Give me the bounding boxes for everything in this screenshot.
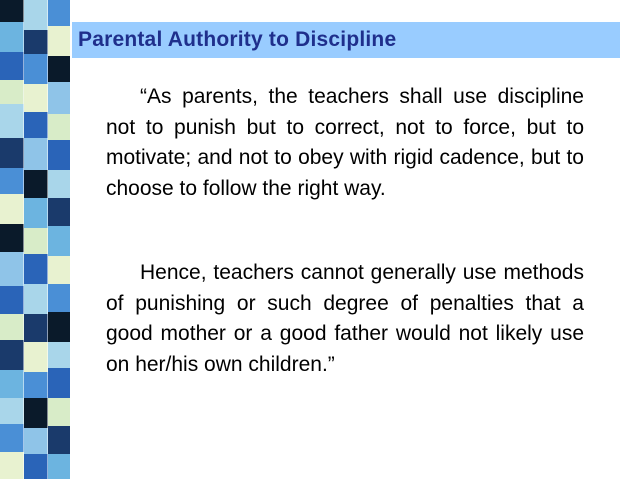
body-paragraph-2: Hence, teachers cannot generally use methods of punishing or such degree of penalties that a good mother or a good father would not likely use on her/his own children.” xyxy=(106,261,584,376)
slide-title: Parental Authority to Discipline xyxy=(78,28,397,51)
decorative-mosaic-strip xyxy=(0,0,72,479)
body-paragraph-1: “As parents, the teachers shall use discipline not to punish but to correct, not to force, but to motivate; and not to obey with rigid cadence, but to choose to follow the right way. xyxy=(106,85,584,200)
title-bar xyxy=(72,22,620,58)
